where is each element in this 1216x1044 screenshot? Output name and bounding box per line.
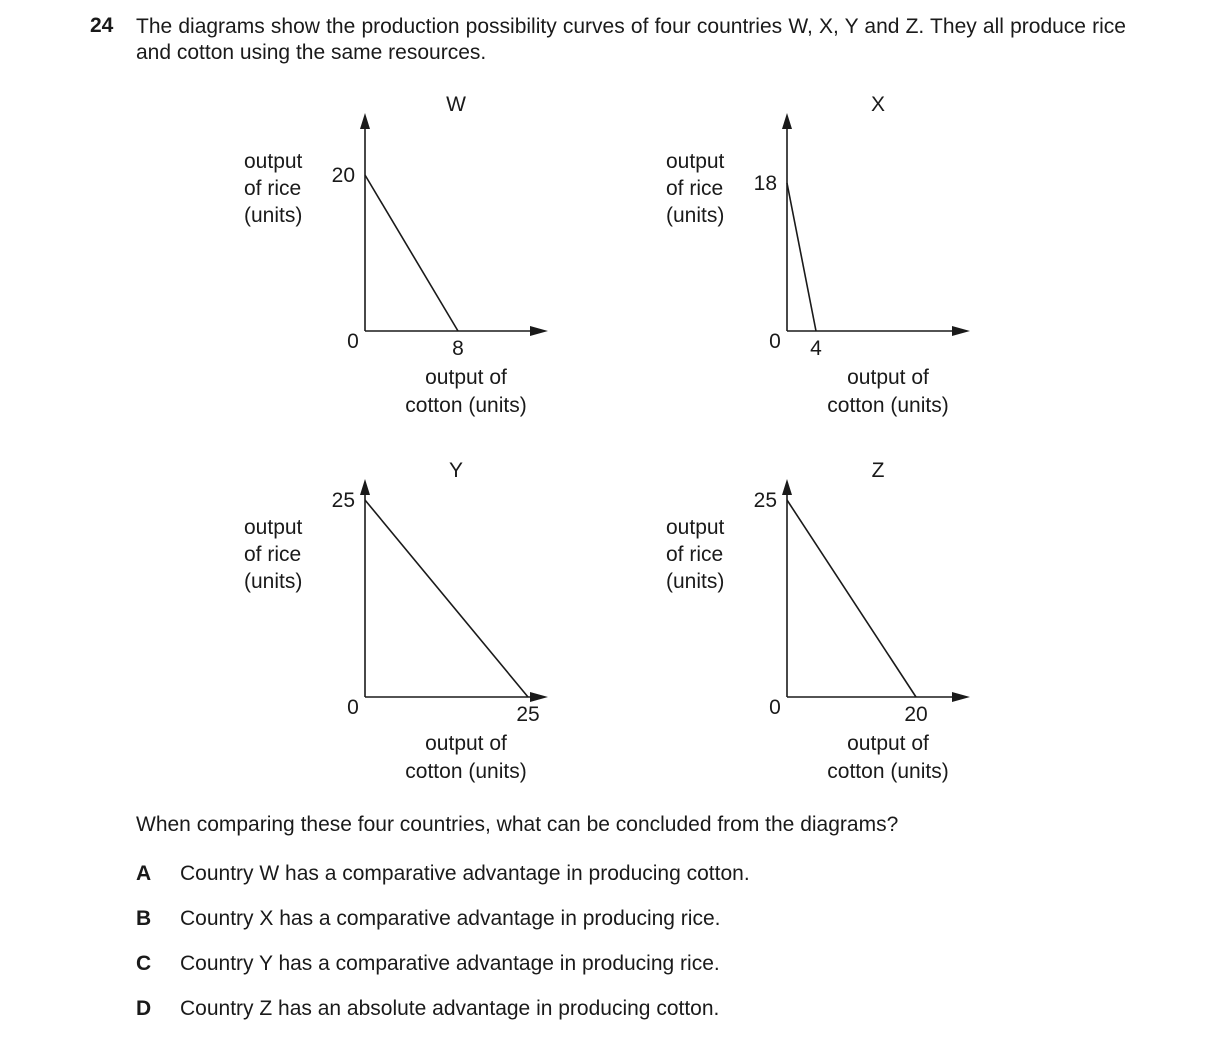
x-axis-label: cotton (units) bbox=[405, 760, 527, 783]
rice-intercept-label: 20 bbox=[331, 164, 355, 187]
y-axis-arrow bbox=[782, 113, 792, 129]
ppc-curve bbox=[365, 500, 528, 697]
y-axis-label: (units) bbox=[244, 570, 303, 593]
x-axis-arrow bbox=[530, 692, 548, 702]
option-letter: C bbox=[136, 952, 152, 975]
rice-intercept-label: 18 bbox=[753, 172, 777, 195]
y-axis-label: output bbox=[244, 150, 303, 173]
cotton-intercept-label: 25 bbox=[516, 703, 540, 726]
y-axis-label: of rice bbox=[244, 177, 302, 200]
origin-label: 0 bbox=[347, 330, 359, 353]
ppc-diagram-y bbox=[244, 459, 548, 783]
x-axis-label: output of bbox=[425, 732, 507, 755]
country-title: X bbox=[870, 93, 886, 116]
option-b[interactable] bbox=[136, 907, 720, 931]
x-axis-label: output of bbox=[847, 732, 929, 755]
x-axis-label: cotton (units) bbox=[827, 394, 949, 417]
y-axis-label: (units) bbox=[666, 570, 725, 593]
option-letter: A bbox=[136, 862, 152, 885]
ppc-curve bbox=[365, 175, 458, 331]
x-axis-arrow bbox=[952, 326, 970, 336]
cotton-intercept-label: 20 bbox=[904, 703, 928, 726]
y-axis-label: output bbox=[666, 150, 725, 173]
question-prompt: When comparing these four countries, what can be concluded from the diagrams? bbox=[136, 813, 899, 836]
y-axis-arrow bbox=[360, 479, 370, 495]
option-text: Country W has a comparative advantage in producing cotton. bbox=[180, 862, 750, 885]
y-axis-label: of rice bbox=[244, 543, 302, 566]
y-axis-arrow bbox=[360, 113, 370, 129]
x-axis-label: output of bbox=[425, 366, 507, 389]
y-axis-label: output bbox=[244, 516, 303, 539]
y-axis-label: of rice bbox=[666, 177, 724, 200]
option-letter: B bbox=[136, 907, 152, 930]
option-d[interactable] bbox=[136, 997, 719, 1021]
y-axis-label: (units) bbox=[244, 204, 303, 227]
origin-label: 0 bbox=[769, 696, 781, 719]
x-axis-label: cotton (units) bbox=[405, 394, 527, 417]
origin-label: 0 bbox=[347, 696, 359, 719]
question-stem: The diagrams show the production possibility curves of four countries W, X, Y and Z. They all produce rice and cotton using the same resources. bbox=[136, 15, 1126, 64]
option-a[interactable] bbox=[136, 862, 750, 886]
cotton-intercept-label: 8 bbox=[452, 337, 464, 360]
rice-intercept-label: 25 bbox=[331, 489, 355, 512]
option-letter: D bbox=[136, 997, 152, 1020]
x-axis-label: output of bbox=[847, 366, 929, 389]
option-text: Country Y has a comparative advantage in producing rice. bbox=[180, 952, 720, 975]
x-axis-label: cotton (units) bbox=[827, 760, 949, 783]
y-axis-label: output bbox=[666, 516, 725, 539]
origin-label: 0 bbox=[769, 330, 781, 353]
x-axis-arrow bbox=[530, 326, 548, 336]
ppc-diagram-x bbox=[666, 93, 970, 417]
country-title: Z bbox=[871, 459, 885, 482]
country-title: Y bbox=[448, 459, 464, 482]
x-axis-arrow bbox=[952, 692, 970, 702]
country-title: W bbox=[446, 93, 466, 116]
y-axis-label: of rice bbox=[666, 543, 724, 566]
question-number: 24 bbox=[90, 14, 114, 37]
option-text: Country Z has an absolute advantage in producing cotton. bbox=[180, 997, 720, 1020]
ppc-curve bbox=[787, 183, 816, 331]
ppc-curve bbox=[787, 500, 916, 697]
cotton-intercept-label: 4 bbox=[810, 337, 822, 360]
option-c[interactable] bbox=[136, 952, 720, 976]
y-axis-arrow bbox=[782, 479, 792, 495]
y-axis-label: (units) bbox=[666, 204, 725, 227]
ppc-diagram-z bbox=[666, 459, 970, 783]
rice-intercept-label: 25 bbox=[753, 489, 777, 512]
ppc-diagram-w bbox=[244, 93, 548, 417]
option-text: Country X has a comparative advantage in producing rice. bbox=[180, 907, 721, 930]
